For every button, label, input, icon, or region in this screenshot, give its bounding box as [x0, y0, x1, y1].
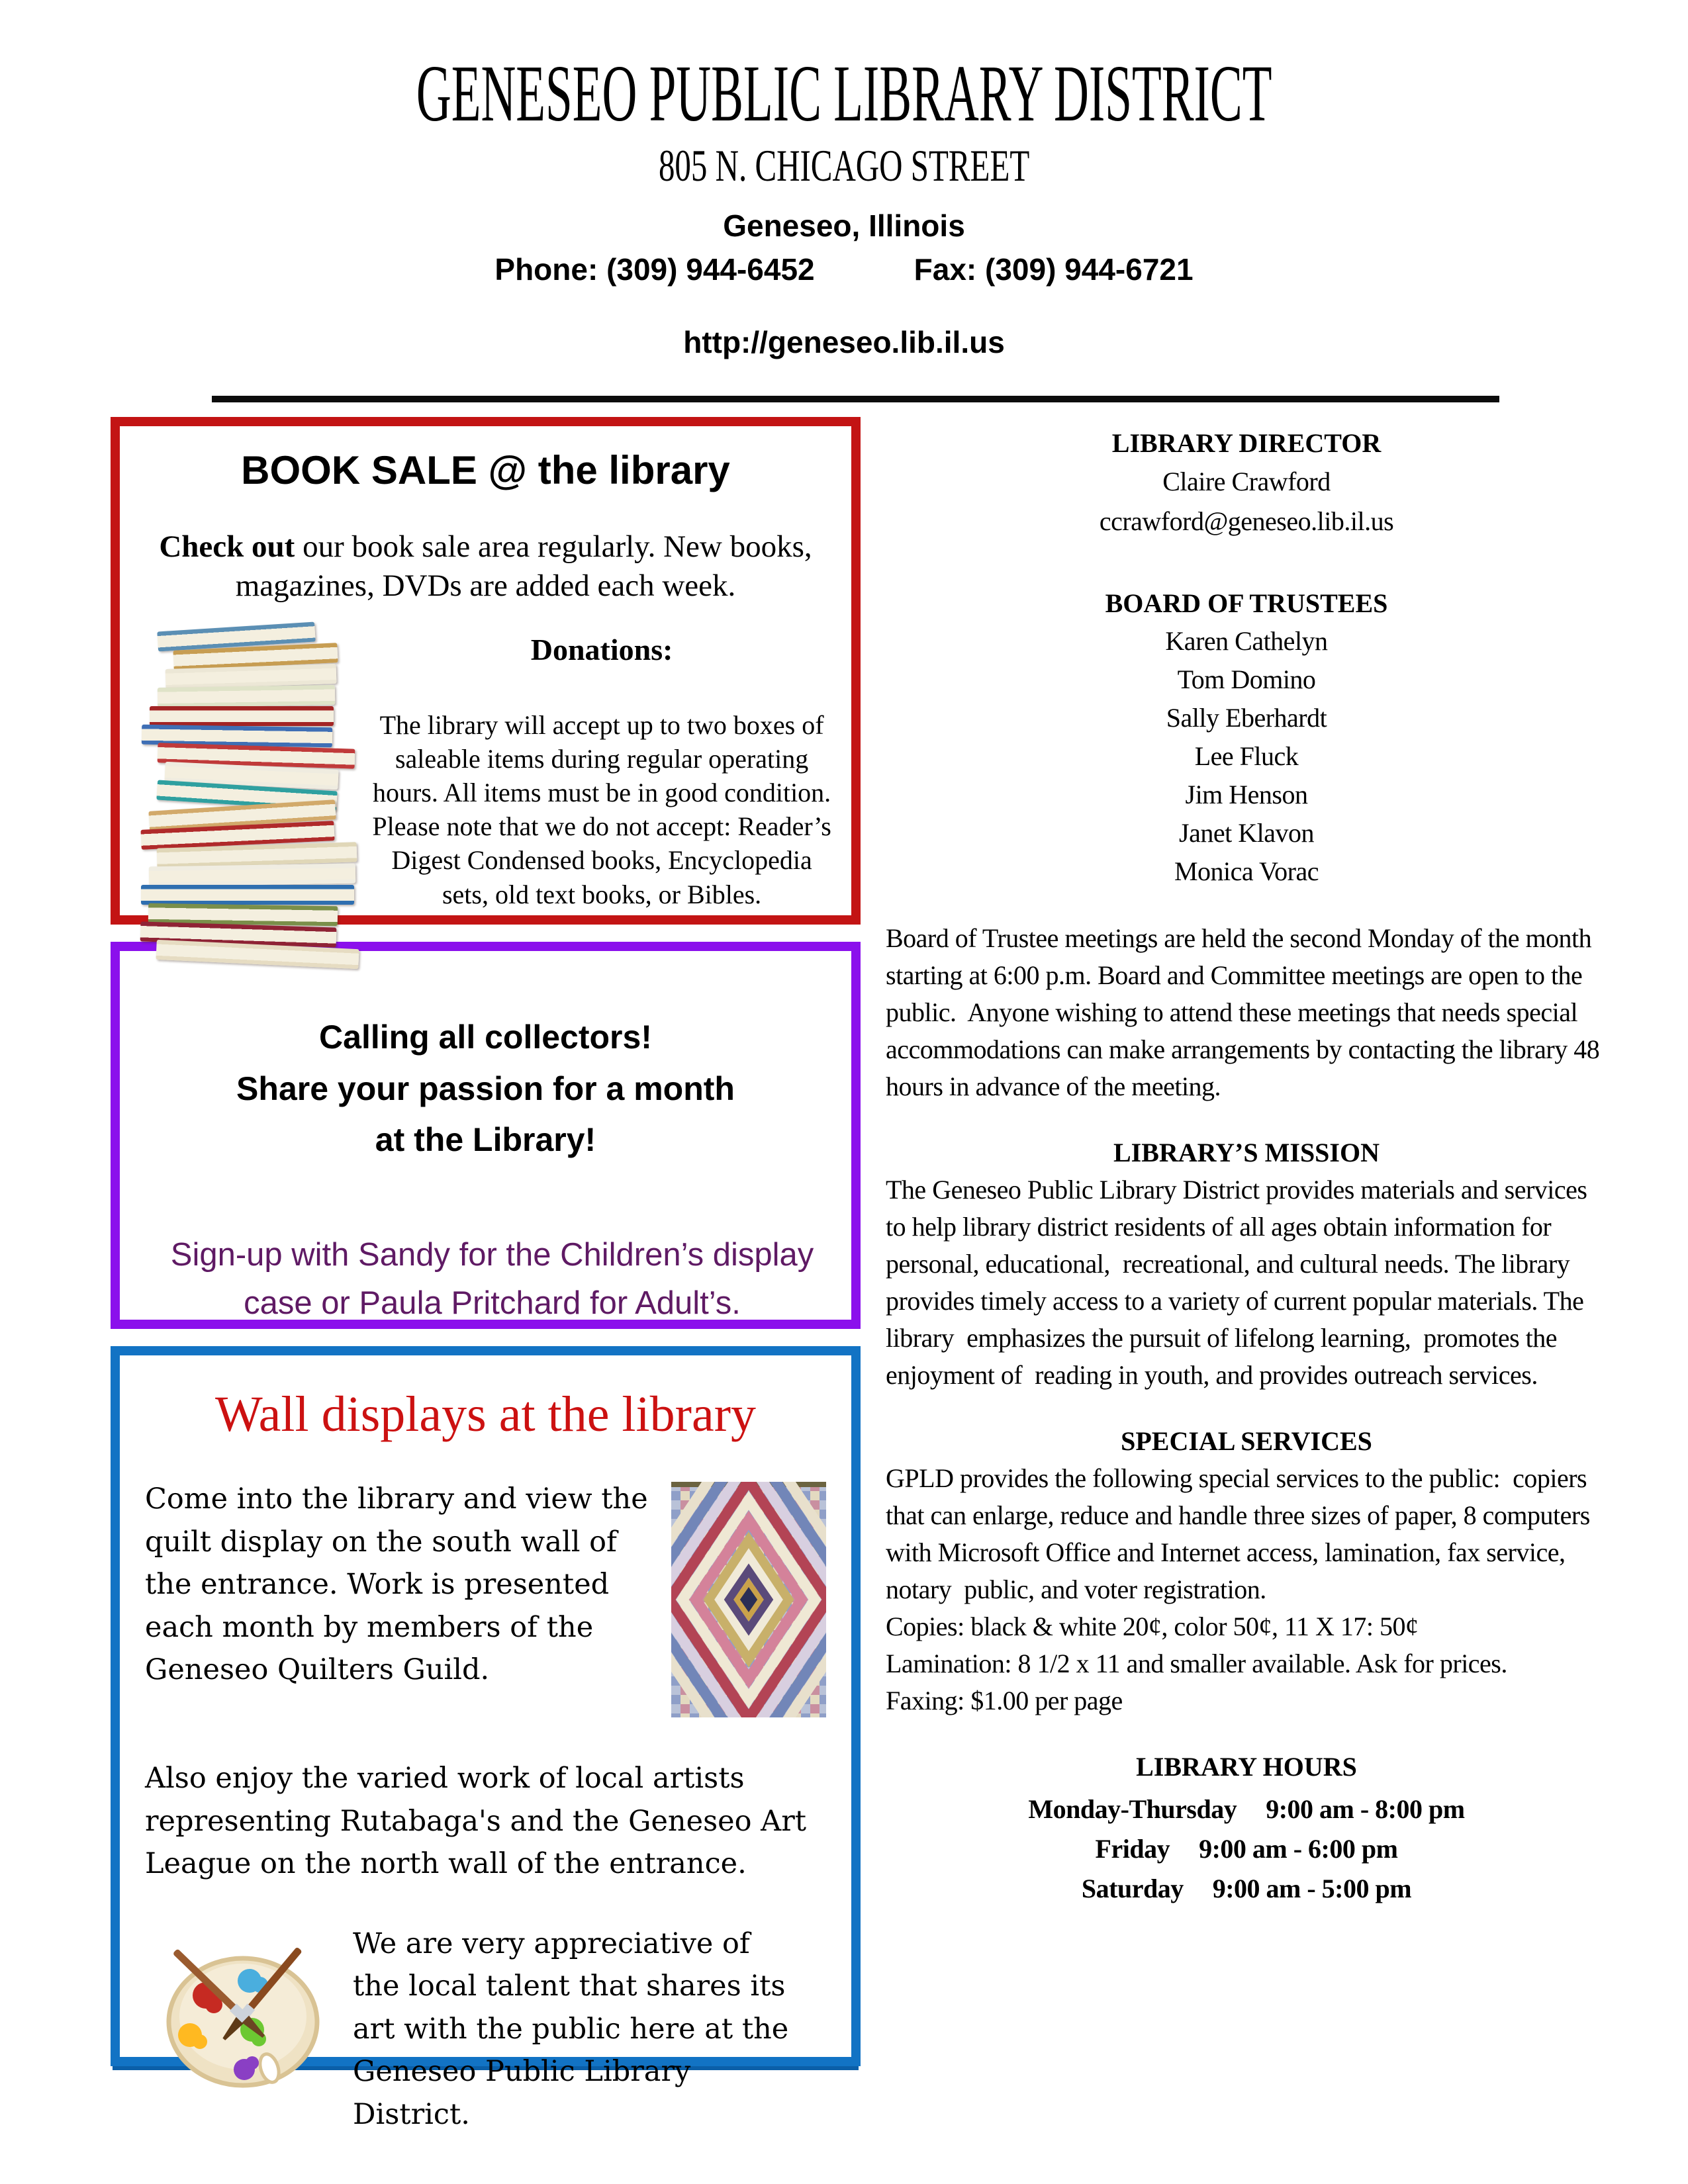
trustee-name: Sally Eberhardt: [1166, 703, 1327, 733]
trustee-name: Tom Domino: [1177, 664, 1316, 695]
services-text: GPLD provides the following special services to the public: copiers that can enlarge, reduce and handle three sizes of paper, 8 computers with Microsoft Office and Internet access, lamination, fax service, notary public, and voter registration.: [886, 1463, 1597, 1605]
collectors-line3: at the Library!: [375, 1121, 596, 1159]
book-sale-box: [111, 417, 861, 925]
donations-section: [369, 623, 838, 964]
book-sale-intro-bold: Check out: [159, 529, 295, 565]
appreciation-paragraph: We are very appreciative of the local talent that shares its art with the public here at the Geneseo Public Library District.: [353, 1927, 789, 2131]
hours-row-time: 9:00 am - 8:00 pm: [1266, 1794, 1465, 1825]
hours-row-time: 9:00 am - 5:00 pm: [1212, 1874, 1412, 1904]
main-content: [111, 417, 1688, 2131]
book-spine: [148, 863, 355, 886]
quilt-photo: [671, 1482, 826, 1717]
book-sale-intro: [143, 527, 828, 606]
book-sale-intro-rest: our book sale area regularly. New books, magazines, DVDs are added each week.: [235, 529, 812, 603]
trustees-list: [886, 622, 1607, 891]
collectors-heading: [146, 1012, 825, 1166]
hours-row: [886, 1790, 1607, 1829]
hours-table: [886, 1790, 1607, 1909]
palette-row: [145, 1917, 826, 2136]
page-header: [0, 0, 1688, 402]
mission-text: The Geneseo Public Library District provides materials and services to help library district residents of all ages obtain information for personal, educational, recreational, and cultural needs. The library provides timely access to a variety of current popular materials. The library emphasizes the pursuit of lifelong learning, promotes the enjoyment of reading in youth, and provides outreach services.: [886, 1175, 1593, 1390]
library-name-title: GENESEO PUBLIC LIBRARY DISTRICT: [416, 49, 1272, 138]
quilt-row: [145, 1478, 826, 1717]
board-meetings-text: Board of Trustee meetings are held the second Monday of the month starting at 6:00 p.m. Board and Committee meetings are open to the public. Anyone wishing to attend these meetings that needs special accommodations can make arrangements by contacting the library 48 hours in advance of the meeting.: [886, 923, 1606, 1102]
book-stack-image: [137, 623, 359, 964]
hours-row-days: Friday: [1095, 1834, 1170, 1864]
collectors-line2: Share your passion for a month: [236, 1069, 735, 1107]
book-sale-title: BOOK SALE @ the library: [241, 448, 730, 493]
trustees-heading: BOARD OF TRUSTEES: [1105, 588, 1388, 619]
artist-palette-icon: [145, 1917, 344, 2101]
hours-row-time: 9:00 am - 6:00 pm: [1199, 1834, 1398, 1864]
city-state: Geneseo, Illinois: [723, 208, 965, 244]
wall-displays-box: [111, 1346, 861, 2131]
donations-heading: Donations:: [530, 632, 673, 666]
book-spine: [157, 684, 334, 707]
trustee-name: Jim Henson: [1185, 780, 1308, 810]
artists-paragraph: Also enjoy the varied work of local artists representing Rutabaga's and the Geneseo Art League on the north wall of the entrance.: [145, 1762, 807, 1881]
trustee-name: Karen Cathelyn: [1165, 626, 1328, 657]
hours-row-days: Monday-Thursday: [1028, 1794, 1237, 1825]
website-url: http://geneseo.lib.il.us: [683, 325, 1005, 360]
hours-row-days: Saturday: [1081, 1874, 1184, 1904]
trustee-name: Monica Vorac: [1174, 856, 1319, 887]
left-column: [111, 417, 861, 2131]
donations-text: The library will accept up to two boxes of saleable items during regular operating hours. All items must be in good condition. Please note that we do not accept: Reader’s Digest Condensed books, Encyclopedia sets, old text books, or Bibles.: [372, 709, 838, 909]
book-spine: [141, 885, 354, 905]
director-name: Claire Crawford: [1162, 467, 1331, 497]
phone-number: Phone: (309) 944-6452: [494, 252, 815, 287]
services-price-lines: [886, 1608, 1607, 1719]
hours-row: [886, 1869, 1607, 1909]
services-heading: SPECIAL SERVICES: [1121, 1426, 1372, 1457]
wall-displays-title: Wall displays at the library: [215, 1387, 756, 1443]
collectors-box: [111, 942, 861, 1329]
book-spine: [150, 706, 334, 726]
street-address: 805 N. CHICAGO STREET: [658, 140, 1030, 191]
right-column: [886, 417, 1607, 1909]
phone-fax-line: [0, 251, 1688, 287]
hours-row: [886, 1829, 1607, 1869]
header-divider: [212, 396, 1499, 402]
director-heading: LIBRARY DIRECTOR: [1111, 428, 1382, 459]
mission-heading: LIBRARY’S MISSION: [1113, 1138, 1380, 1168]
director-email: ccrawford@geneseo.lib.il.us: [1099, 506, 1394, 537]
hours-heading: LIBRARY HOURS: [1136, 1752, 1357, 1782]
signup-text: Sign-up with Sandy for the Children’s display case or Paula Pritchard for Adult’s.: [170, 1236, 814, 1322]
quilt-paragraph: Come into the library and view the quilt display on the south wall of the entrance. Work is presented each month by members of the Geneseo Quilters Guild.: [145, 1482, 648, 1687]
service-price-line: Copies: black & white 20¢, color 50¢, 11 X 17: 50¢: [886, 1612, 1419, 1642]
trustee-name: Janet Klavon: [1179, 818, 1314, 848]
service-price-line: Faxing: $1.00 per page: [886, 1686, 1123, 1716]
fax-number: Fax: (309) 944-6721: [914, 252, 1194, 287]
trustee-name: Lee Fluck: [1194, 741, 1299, 772]
service-price-line: Lamination: 8 1/2 x 11 and smaller available. Ask for prices.: [886, 1649, 1507, 1679]
book-sale-body: [137, 623, 838, 964]
collectors-line1: Calling all collectors!: [319, 1019, 652, 1056]
